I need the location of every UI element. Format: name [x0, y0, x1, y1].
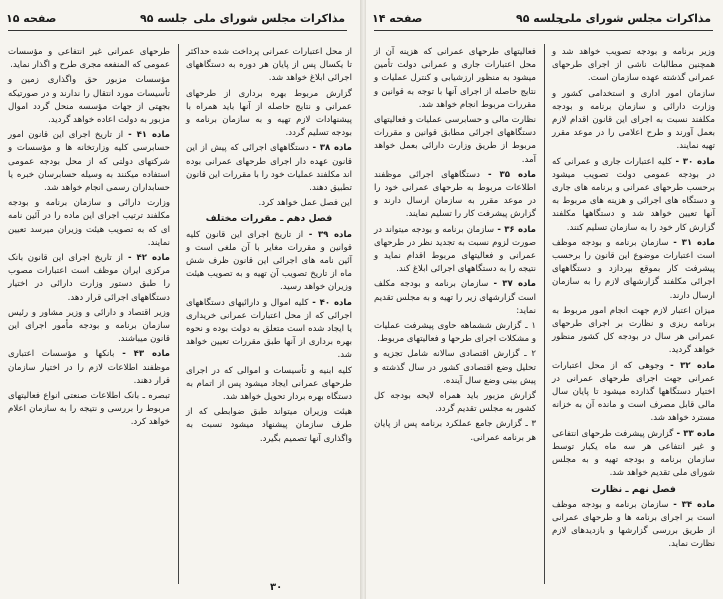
paragraph-text: وجوهی که از محل اعتبارات عمرانی جهت اجرای طرحهای عمرانی در اختیار دستگاهها گذارده میشود تا پایان سال مالی قابل مصرف است و مانده آن به خزانه مسترد خواهد شد.	[552, 360, 715, 424]
article-number: ماده ۴۰ -	[308, 297, 352, 308]
article-paragraph	[186, 142, 352, 195]
left-page-header	[0, 0, 355, 44]
article-paragraph	[8, 252, 170, 305]
article-number: ماده ۳۴ -	[668, 499, 715, 510]
paragraph-text: از تاریخ اجرای این قانون کلیه قوانین و مقررات مغایر با آن ملغی است و آئین نامه های اجرائی این قانون ظرف شش ماه از تاریخ تصویب آن تهیه و به تصویب هیئت وزیران خواهد رسید.	[186, 229, 352, 293]
paragraph-text: بانکها و مؤسسات اعتباری موظفند اطلاعات لازم را در اختیار سازمان قرار دهند.	[8, 349, 170, 386]
paragraph-text: از تاریخ اجرای این قانون امور حسابرسی کلیه وزارتخانه ها و مؤسسات و شرکتهای دولتی که از محل بودجه عمومی استفاده میکنند به وسیله حسابرسان خبره یا حسابداران رسمی انجام خواهد شد.	[8, 130, 170, 194]
paragraph-text: سازمان امور اداری و استخدامی کشور و وزارت دارائی و سازمان برنامه و بودجه مکلفند نسبت به اجرای این قانون اقدام لازم بعمل آورند و طرح اعلامی را در موعد مقرر تهیه نمایند.	[552, 88, 715, 152]
article-number: ماده ۳۳ -	[673, 428, 715, 439]
paragraph-text: نظارت مالی و حسابرسی عملیات و فعالیتهای دستگاههای اجرائی مطابق قوانین و مقررات مربوط از طریق وزارت دارائی بعمل خواهد آمد.	[374, 115, 536, 165]
text-paragraph	[186, 406, 352, 446]
paragraph-text: دستگاههای اجرائی که پیش از این قانون عهده دار اجرای طرحهای عمرانی بوده اند مکلفند عملیات خود را با مقررات این قانون تطبیق دهند.	[186, 143, 352, 194]
article-number: ماده ۴۳ -	[114, 349, 170, 360]
article-number: ماده ۳۰ -	[671, 156, 715, 167]
paragraph-text: وزارت دارائی و سازمان برنامه و بودجه مکلفند ترتیب اجرای این ماده را در آئین نامه ای که به تصویب هیئت وزیران میرسد تعیین نمایند.	[8, 198, 170, 248]
paragraph-text: گزارش مربوط بهره برداری از طرحهای عمرانی و نتایج حاصله از آنها باید همراه با پیشنهادات لازم تهیه و به سازمان برنامه و بودجه تسلیم گردد.	[186, 88, 352, 139]
header-page-number-left: صفحه ۱۵	[6, 12, 57, 25]
article-paragraph	[8, 129, 170, 195]
article-number: ماده ۳۸ -	[308, 143, 352, 154]
text-paragraph	[552, 305, 715, 358]
text-paragraph	[552, 46, 715, 86]
paragraph-text: این فصل عمل خواهد کرد.	[258, 198, 352, 209]
footer-mark: ۳۰	[270, 582, 283, 593]
paragraph-text: از تاریخ اجرای این قانون بانک مرکزی ایران موظف است اعتبارات مصوب را طبق دستور وزارت دارائی در اختیار دستگاههای اجرائی قرار دهد.	[8, 253, 170, 303]
text-columns	[0, 40, 723, 588]
header-rule-right	[374, 30, 713, 31]
article-paragraph	[374, 169, 536, 222]
paragraph-text: فعالیتهای طرحهای عمرانی که هزینه آن از محل اعتبارات جاری و عمرانی دولت تأمین میشود به منظور ارزشیابی و کنترل عملیات و نتایج حاصله از اجرای آنها با توجه به قوانین و مقررات مربوط انجام خواهد شد.	[374, 47, 536, 110]
article-paragraph	[186, 297, 352, 363]
article-paragraph	[8, 348, 170, 388]
text-paragraph	[8, 307, 170, 347]
text-paragraph	[374, 46, 536, 112]
column-1	[0, 40, 178, 588]
text-paragraph	[8, 197, 170, 250]
article-number: ماده ۴۱ -	[123, 130, 170, 141]
paragraph-text: طرحهای عمرانی غیر انتفاعی و مؤسسات عمومی که المنفعه مجری طرح و اگذار نماید.	[8, 47, 170, 71]
paragraph-text: میزان اعتبار لازم جهت انجام امور مربوط به برنامه ریزی و نظارت بر اجرای طرحهای عمرانی هر سال در بودجه کل کشور منظور خواهد گردید.	[552, 305, 715, 356]
paragraph-text: کلیه ابنیه و تأسیسات و اموالی که در اجرای طرحهای عمرانی ایجاد میشود پس از اتمام به دستگاه بهره بردار تحویل خواهد شد.	[186, 365, 352, 403]
paragraph-text: تبصره ـ بانک اطلاعات صنعتی انواع فعالیتهای مربوط را بررسی و نتیجه را به سازمان اعلام خواهد کرد.	[8, 391, 170, 428]
article-paragraph	[374, 278, 536, 318]
article-paragraph	[552, 428, 715, 481]
header-title-left: مذاکرات مجلس شورای ملی	[193, 12, 345, 25]
article-paragraph	[374, 224, 536, 277]
article-paragraph	[552, 360, 715, 426]
paragraph-text: ۳ ـ گزارش جامع عملکرد برنامه پس از پایان هر برنامه عمرانی.	[374, 419, 536, 443]
article-number: ماده ۳۵ -	[479, 169, 536, 180]
text-paragraph	[374, 320, 536, 346]
text-paragraph	[8, 390, 170, 430]
article-number: ماده ۴۲ -	[123, 253, 170, 264]
text-paragraph	[552, 88, 715, 154]
article-paragraph	[552, 499, 715, 552]
header-rule-left	[8, 30, 347, 31]
text-paragraph	[8, 46, 170, 72]
section-heading: فصل دهم ـ مقررات مختلف	[205, 213, 333, 225]
text-paragraph	[374, 390, 536, 416]
paragraph-text: ۱ ـ گزارش ششماهه حاوی پیشرفت عملیات و مشکلات اجرای طرحها و فعالیتهای مربوط.	[374, 321, 536, 345]
column-2	[178, 40, 360, 588]
header-session-left: جلسه ۹۵	[140, 12, 188, 25]
article-number: ماده ۳۱ -	[668, 237, 715, 248]
paragraph-text: کلیه اموال و دارائیهای دستگاههای اجرائی که از محل اعتبارات عمرانی خریداری یا ایجاد شده است متعلق به دولت بوده و نحوه بهره برداری از آنها طبق مقررات تعیین خواهد شد.	[186, 297, 352, 361]
paragraph-text: ۲ ـ گزارش اقتصادی سالانه شامل تجزیه و تحلیل وضع اقتصادی کشور در سال گذشته و پیش بینی وضع سال آینده.	[374, 349, 536, 386]
article-number: ماده ۳۹ -	[303, 229, 352, 240]
header-title-right: مذاکرات مجلس شورای ملی	[559, 12, 711, 25]
text-paragraph	[186, 46, 352, 86]
header-page-number-right: صفحه ۱۴	[372, 12, 423, 25]
text-paragraph	[186, 365, 352, 405]
article-number: ماده ۳۶ -	[494, 224, 536, 235]
paragraph-text: سازمان برنامه و بودجه موظف است بر اجرای برنامه ها و طرحهای عمرانی از طریق بررسی گزارشها و بازدیدهای لازم نظارت نماید.	[552, 499, 715, 550]
text-paragraph	[374, 418, 536, 444]
article-paragraph	[552, 156, 715, 235]
paragraph-text: دستگاههای اجرائی موظفند اطلاعات مربوط به طرحهای عمرانی خود را در موعد مقرر به سازمان ارسال دارند و گزارش پیشرفت کار را تسلیم نمایند.	[374, 169, 536, 220]
text-paragraph	[8, 74, 170, 127]
article-paragraph	[186, 229, 352, 295]
paragraph-text: گزارش مزبور باید همراه لایحه بودجه کل کشور به مجلس تقدیم گردد.	[374, 391, 536, 415]
section-heading: فصل نهم ـ نظارت	[591, 483, 676, 495]
text-paragraph	[374, 114, 536, 167]
column-4	[544, 40, 723, 588]
column-3	[366, 40, 544, 588]
paragraph-text: مؤسسات مزبور حق واگذاری زمین و تأسیسات مورد انتقال را ندارند و در صورتیکه بجهتی از جهات مؤسسه منحل گردد اموال مزبور به دولت اعاده خواهد گردید.	[8, 75, 170, 126]
text-paragraph	[374, 348, 536, 388]
paragraph-text: سازمان برنامه و بودجه موظف است اعتبارات موضوع این قانون را برحسب پیشرفت کار بموقع بپردازد و دستگاههای اجرائی مکلفند گزارشهای لازم را به سازمان ارسال دارند.	[552, 237, 715, 301]
paragraph-text: وزیر اقتصاد و دارائی و وزیر مشاور و رئیس سازمان برنامه و بودجه مأمور اجرای این قانون میباشند.	[8, 307, 170, 345]
text-paragraph	[186, 197, 352, 210]
article-paragraph	[552, 237, 715, 303]
paragraph-text: از محل اعتبارات عمرانی پرداخت شده حداکثر تا یکسال پس از پایان هر دوره به دستگاههای اجرائی ابلاغ خواهد شد.	[186, 47, 352, 84]
text-paragraph	[186, 88, 352, 141]
article-number: ماده ۳۷ -	[488, 279, 536, 290]
paragraph-text: کلیه اعتبارات جاری و عمرانی که در بودجه عمومی دولت تصویب میشود برحسب طرحهای عمرانی و برنامه های جاری و دستگاه های اجرائی و هزینه های مربوط به آنها تعیین خواهد شد و دستگاهها مکلفند گزارش کار خود را به سازمان تسلیم کنند.	[552, 156, 715, 233]
right-page-header	[366, 0, 721, 44]
paragraph-text: سازمان برنامه و بودجه مکلف است گزارشهای زیر را تهیه و به مجلس تقدیم نماید:	[374, 279, 536, 316]
article-number: ماده ۳۲ -	[663, 360, 715, 371]
paragraph-text: سازمان برنامه و بودجه میتواند در صورت لزوم نسبت به تجدید نظر در طرحهای عمرانی و فعالیتهای مربوط اقدام نماید و نتیجه را به دستگاههای اجرائی ابلاغ کند.	[374, 224, 536, 275]
header-session-right: جلسه ۹۵	[516, 12, 564, 25]
paragraph-text: گزارش پیشرفت طرحهای انتفاعی و غیر انتفاعی هر سه ماه یکبار توسط سازمان برنامه و بودجه تهیه و به مجلس شورای ملی تقدیم خواهد شد.	[552, 428, 715, 479]
paragraph-text: هیئت وزیران میتواند طبق ضوابطی که از طرف سازمان پیشنهاد میشود نسبت به واگذاری آنها تصمیم بگیرد.	[186, 407, 352, 444]
paragraph-text: وزیر برنامه و بودجه تصویب خواهد شد و همچنین مطالبات ناشی از اجرای طرحهای عمرانی گذشته عهده سازمان است.	[552, 47, 715, 84]
page-header	[0, 0, 723, 44]
